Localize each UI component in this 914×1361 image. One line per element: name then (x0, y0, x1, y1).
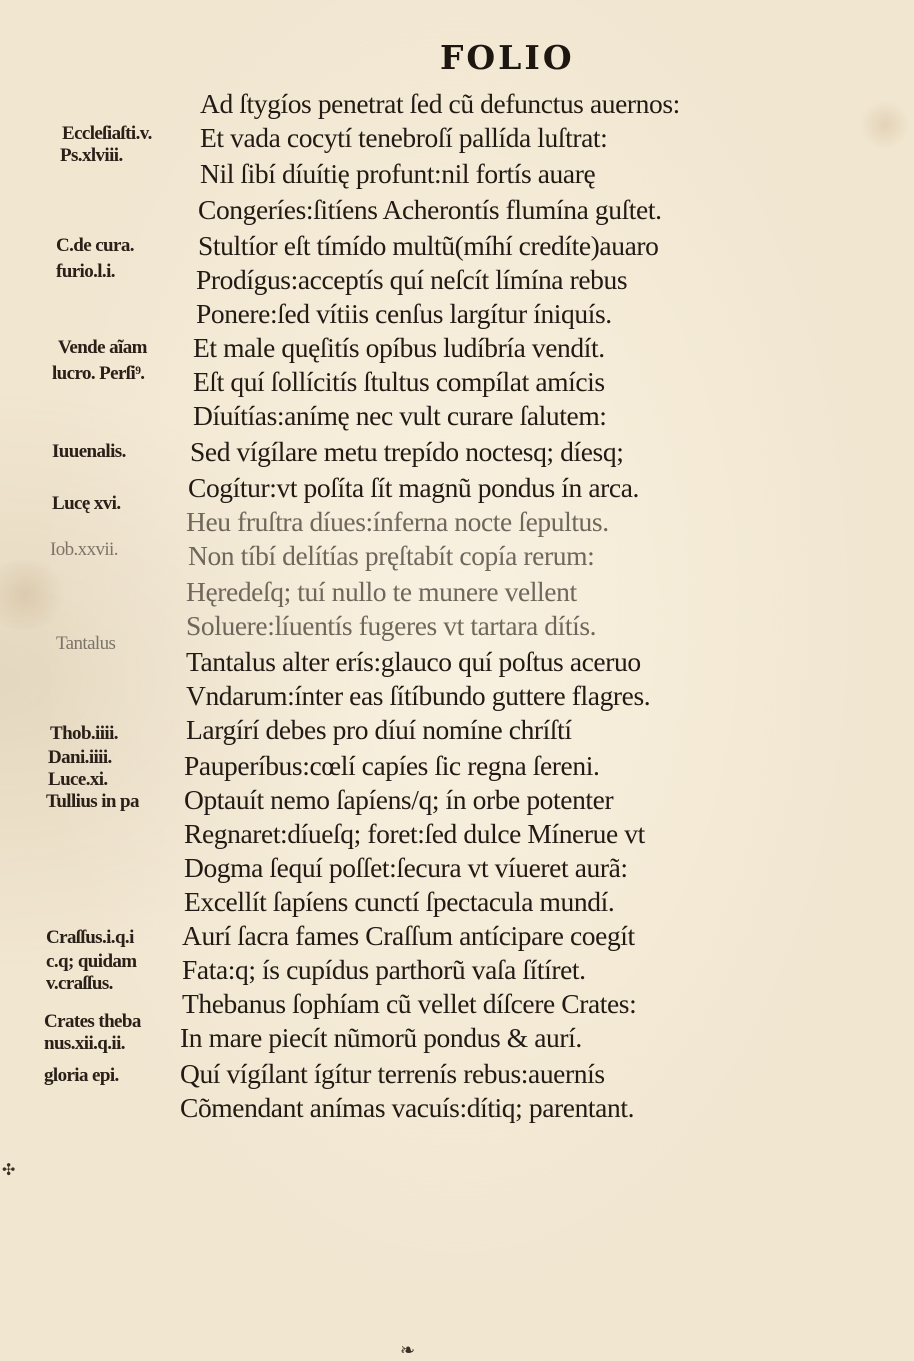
margin-note: Eccleſiaſti.v. (62, 123, 152, 144)
margin-note: Craſſus.i.q.i (46, 927, 134, 948)
margin-note: Ps.xlviii. (60, 145, 123, 166)
verse-line: Sed vígílare metu trepído noctesq; díesq; (190, 436, 624, 467)
verse-line: Díuítías:anímę nec vult curare ſalutem: (193, 400, 607, 431)
verse-line: Pauperíbus:cœlí capíes ſic regna ſereni. (184, 750, 600, 781)
ornament-icon: ✣ (2, 1160, 16, 1179)
folio-header: FOLIO (440, 38, 575, 77)
verse-line: Fata:q; ís cupídus parthorũ vaſa ſítíret. (182, 954, 586, 985)
margin-note: gloria epi. (44, 1065, 119, 1086)
verse-line: Congeríes:ſitíens Acherontís flumína guſtet. (198, 194, 662, 225)
margin-note: Luce.xi. (48, 769, 108, 790)
verse-line: In mare piecít nũmorũ pondus & aurí. (180, 1022, 582, 1053)
verse-line: Tantalus alter erís:glauco quí poſtus aceruo (186, 646, 641, 677)
verse-line: Excellít ſapíens cunctí ſpectacula mundí. (184, 886, 615, 917)
margin-note: Iob.xxvii. (50, 539, 118, 560)
margin-note: furio.l.i. (56, 261, 115, 282)
verse-line: Prodígus:acceptís quí neſcít límína rebus (196, 264, 628, 295)
verse-line: Optauít nemo ſapíens/q; ín orbe potenter (184, 784, 614, 815)
margin-note: C.de cura. (56, 235, 134, 256)
verse-line: Quí vígílant ígítur terrenís rebus:auernís (180, 1058, 605, 1089)
verse-line: Stultíor eſt tímído multũ(míhí credíte)auaro (198, 230, 659, 261)
margin-note: nus.xii.q.ii. (44, 1033, 125, 1054)
margin-note: v.craſſus. (46, 973, 113, 994)
fleuron-icon: ❧ (400, 1340, 416, 1361)
verse-line: Aurí ſacra fames Craſſum antícipare coegít (182, 920, 635, 951)
verse-line: Hęredeſq; tuí nullo te munere vellent (186, 576, 577, 607)
verse-line: Largírí debes pro díuí nomíne chríſtí (186, 714, 572, 745)
verse-line: Ad ſtygíos penetrat ſed cũ defunctus auernos: (200, 88, 680, 119)
margin-note: Tantalus (56, 633, 116, 654)
margin-note: Iuuenalis. (52, 441, 126, 462)
margin-note: Vende aĩam (58, 337, 147, 358)
verse-line: Dogma ſequí poſſet:ſecura vt víueret aurã: (184, 852, 628, 883)
verse-line: Non tíbí delítías pręſtabít copía rerum: (188, 540, 595, 571)
verse-line: Eſt quí ſollícitís ſtultus compílat amícis (193, 366, 605, 397)
verse-line: Heu fruſtra díues:ínferna nocte ſepultus. (186, 506, 609, 537)
verse-line: Vndarum:ínter eas ſítíbundo guttere flagres. (186, 680, 651, 711)
margin-note: c.q; quidam (46, 951, 137, 972)
verse-line: Regnaret:díueſq; foret:ſed dulce Mínerue vt (184, 818, 645, 849)
margin-note: Dani.iiii. (48, 747, 112, 768)
margin-note: Tullius in pa (46, 791, 139, 812)
verse-line: Cogítur:vt poſíta ſít magnũ pondus ín arca. (188, 472, 639, 503)
paper-stain (0, 560, 70, 630)
verse-line: Cõmendant anímas vacuís:dítiq; parentant. (180, 1092, 635, 1123)
verse-line: Thebanus ſophíam cũ vellet díſcere Crates: (182, 988, 637, 1019)
verse-line: Soluere:líuentís fugeres vt tartara dítís. (186, 610, 597, 641)
paper-stain (860, 100, 910, 150)
margin-note: Lucę xvi. (52, 493, 121, 514)
verse-line: Et male quęſitís opíbus ludíbría vendít. (193, 332, 605, 363)
margin-note: lucro. Perſi⁹. (52, 363, 145, 384)
margin-note: Thob.iiii. (50, 723, 118, 744)
verse-line: Et vada cocytí tenebroſí pallída luſtrat: (200, 122, 608, 153)
verse-line: Ponere:ſed vítiis cenſus largítur íniquís. (196, 298, 612, 329)
verse-line: Nil ſibí díuítię profunt:nil fortís auarę (200, 158, 596, 189)
margin-note: Crates theba (44, 1011, 141, 1032)
